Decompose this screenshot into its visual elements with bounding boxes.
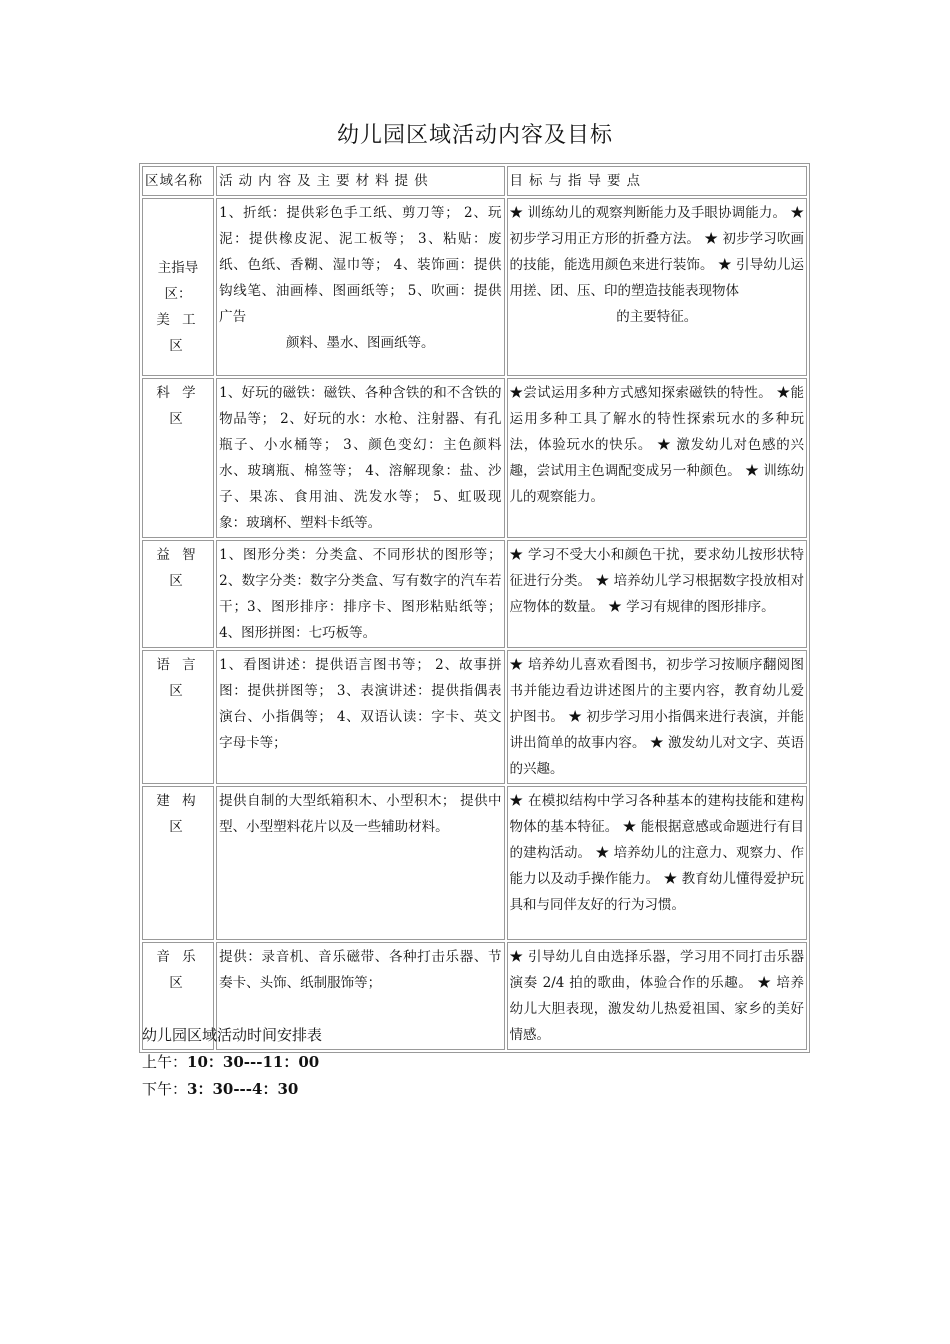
area-name-line1: 主指导区： [157,259,199,302]
table-row [142,650,807,784]
goals-cell: ★尝试运用多种方式感知探索磁铁的特性。 ★能运用多种工具了解水的特性探索玩水的多种玩法，体验玩水的快乐。 ★ 激发幼儿对色感的兴趣，尝试用主色调配变成另一种颜色。 ★ 训练幼儿的观察能力。 [507,378,807,538]
header-area-name: 区域名称 [142,166,214,196]
goals-cell: ★ 在模拟结构中学习各种基本的建构技能和建构物体的基本特征。 ★ 能根据意感或命题进行有目的建构活动。 ★ 培养幼儿的注意力、观察力、作能力以及动手操作能力。 ★ 教育幼儿懂得爱护玩具和与同伴友好的行为习惯。 [507,786,807,940]
goals-cell: ★ 引导幼儿自由选择乐器，学习用不同打击乐器演奏 2/4 拍的歌曲，体验合作的乐趣。 ★ 培养幼儿大胆表现，激发幼儿热爱祖国、家乡的美好情感。 [507,942,807,1050]
goals-cell: ★ 培养幼儿喜欢看图书，初步学习按顺序翻阅图书并能边看边讲述图片的主要内容，教育幼儿爱护图书。 ★ 初步学习用小指偶来进行表演，并能讲出简单的故事内容。 ★ 激发幼儿对文字、英语的兴趣。 [507,650,807,784]
content-text: 1、折纸：提供彩色手工纸、剪刀等； 2、玩泥：提供橡皮泥、泥工板等； 3、粘贴：废纸、色纸、香糊、湿巾等； 4、装饰画：提供钩线笔、油画棒、图画纸等； 5、吹画：提供广告 [219,205,502,325]
table-row [142,198,807,376]
header-goals: 目标与指导要点 [507,166,807,196]
goals-cell: ★ 学习不受大小和颜色干扰，要求幼儿按形状特征进行分类。 ★ 培养幼儿学习根据数字投放相对应物体的数量。 ★ 学习有规律的图形排序。 [507,540,807,648]
content-cell: 1、图形分类：分类盒、不同形状的图形等；2、数字分类：数字分类盒、写有数字的汽车若干；3、图形排序：排序卡、图形粘贴纸等； 4、图形拼图：七巧板等。 [216,540,504,648]
schedule-afternoon [142,1076,322,1103]
schedule-morning [142,1049,322,1076]
morning-label: 上午： [142,1053,188,1071]
area-cell: 科 学 区 [142,378,214,538]
goals-text-last: 的主要特征。 [616,309,698,325]
content-cell: 提供：录音机、音乐磁带、各种打击乐器、节奏卡、头饰、纸制服饰等； [216,942,504,1050]
goals-text: ★ 训练幼儿的观察判断能力及手眼协调能力。 ★ 初步学习用正方形的折叠方法。 ★ 初步学习吹画的技能，能选用颜色来进行装饰。 ★ 引导幼儿运用搓、团、压、印的塑造技能表现物体 [509,205,804,299]
schedule-title: 幼儿园区域活动时间安排表 [142,1026,323,1044]
table-row [142,786,807,940]
content-cell: 1、好玩的磁铁：磁铁、各种含铁的和不含铁的物品等； 2、好玩的水：水枪、注射器、有孔瓶子、小水桶等； 3、颜色变幻：主色颜料水、玻璃瓶、棉签等； 4、溶解现象：盐、沙子、果冻、食用油、洗发水等； 5、虹吸现象：玻璃杯、塑料卡纸等。 [216,378,504,538]
area-cell: 音 乐 区 [142,942,214,1050]
morning-time: 10：30---11：00 [187,1053,320,1071]
page-title: 幼儿园区域活动内容及目标 [336,123,613,148]
goals-cell [507,198,807,376]
area-cell: 语 言 区 [142,650,214,784]
schedule-section [142,1022,322,1103]
area-cell: 建 构 区 [142,786,214,940]
content-text-last: 颜料、墨水、图画纸等。 [286,335,435,351]
table-row [142,540,807,648]
table-header-row [142,166,807,196]
content-cell: 1、看图讲述：提供语言图书等； 2、故事拼图：提供拼图等； 3、表演讲述：提供指偶表演台、小指偶等； 4、双语认读：字卡、英文字母卡等； [216,650,504,784]
header-content: 活动内容及主要材料提供 [216,166,504,196]
content-cell: 提供自制的大型纸箱积木、小型积木； 提供中型、小型塑料花片以及一些辅助材料。 [216,786,504,940]
area-name-line2: 美 工 区 [156,311,200,354]
content-cell [216,198,504,376]
afternoon-time: 3：30---4：30 [187,1080,299,1098]
afternoon-label: 下午： [142,1080,188,1098]
table-row [142,378,807,538]
area-cell: 益 智 区 [142,540,214,648]
area-cell [142,198,214,376]
activity-table [139,163,810,1053]
